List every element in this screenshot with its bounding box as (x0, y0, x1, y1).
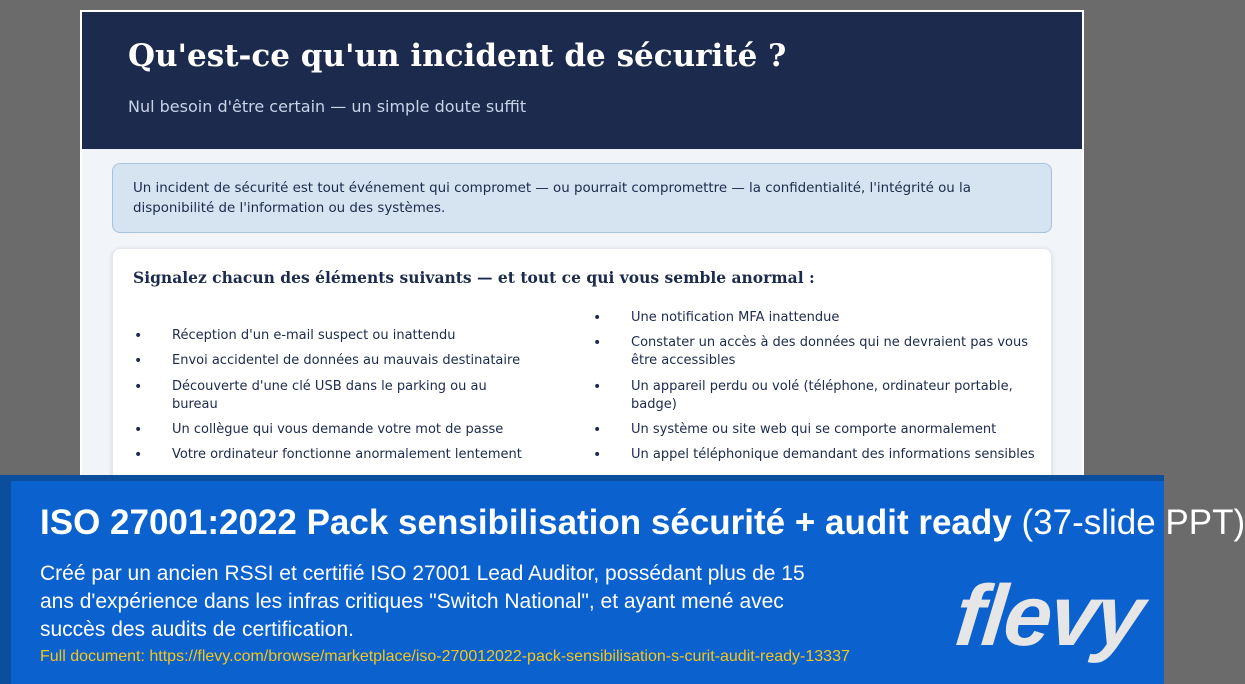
document-link[interactable]: Full document: https://flevy.com/browse/marketplace/iso-270012022-pack-sensibilisation-s-curit-audit-ready-13337 (40, 648, 850, 665)
report-list-left (172, 327, 532, 471)
list-item: • Une notification MFA inattendue (631, 309, 1041, 327)
list-item: • Découverte d'une clé USB dans le parking ou au bureau (172, 378, 532, 414)
list-item: • Un collègue qui vous demande votre mot de passe (172, 421, 532, 439)
report-card (112, 248, 1052, 508)
list-item: • Envoi accidentel de données au mauvais destinataire (172, 352, 532, 370)
list-item: • Un système ou site web qui se comporte anormalement (631, 421, 1041, 439)
flevy-logo: flevy (950, 568, 1148, 664)
banner-title (40, 503, 1245, 543)
slide (80, 10, 1084, 490)
slide-header (82, 12, 1082, 149)
report-list-right (631, 309, 1041, 471)
list-item: • Votre ordinateur fonctionne anormalement lentement (172, 446, 532, 464)
list-item: • Réception d'un e-mail suspect ou inattendu (172, 327, 532, 345)
report-title: Signalez chacun des éléments suivants — et tout ce qui vous semble anormal : (133, 268, 815, 287)
banner-title-main: ISO 27001:2022 Pack sensibilisation sécurité + audit ready (40, 503, 1012, 542)
slide-title: Qu'est-ce qu'un incident de sécurité ? (128, 38, 787, 74)
banner-title-suffix: (37-slide PPT) (1021, 503, 1245, 542)
list-item: • Constater un accès à des données qui ne devraient pas vous être accessibles (631, 334, 1041, 370)
slide-subtitle: Nul besoin d'être certain — un simple doute suffit (128, 97, 527, 116)
promo-banner (0, 475, 1245, 684)
list-item: • Un appel téléphonique demandant des informations sensibles (631, 446, 1041, 464)
list-item: • Un appareil perdu ou volé (téléphone, ordinateur portable, badge) (631, 378, 1041, 414)
definition-box: Un incident de sécurité est tout événement qui compromet — ou pourrait compromettre — la confidentialité, l'intégrité ou la disponibilité de l'information ou des systèmes. (112, 163, 1052, 233)
promo-banner-inner (11, 481, 1245, 684)
banner-description: Créé par un ancien RSSI et certifié ISO 27001 Lead Auditor, possédant plus de 15 ans d'expérience dans les infras critiques "Switch National", et ayant mené avec succès des audits de certification. (40, 562, 805, 641)
